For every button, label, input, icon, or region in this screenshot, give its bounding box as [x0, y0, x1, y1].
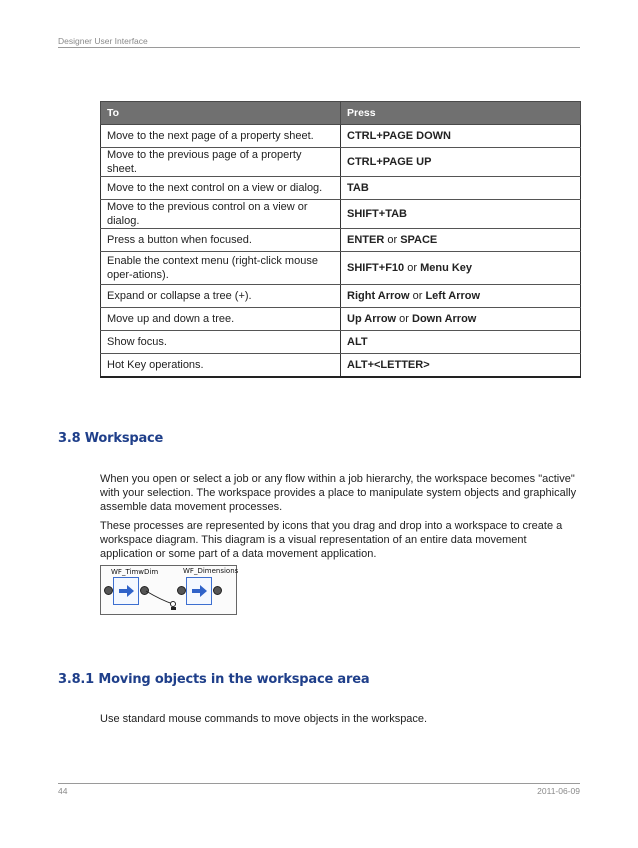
table-row	[101, 354, 581, 378]
column-header-to: To	[101, 102, 341, 125]
key-name: TAB	[347, 182, 369, 194]
output-port-icon	[213, 586, 222, 595]
keys-cell	[341, 331, 581, 354]
table-row	[101, 200, 581, 229]
key-name: ENTER	[347, 234, 385, 246]
key-conjunction: or	[396, 313, 412, 325]
page-date: 2011-06-09	[537, 786, 580, 796]
workflow-icon-left	[113, 577, 139, 605]
workspace-diagram-figure	[100, 565, 237, 615]
table-row	[101, 285, 581, 308]
table-header-row	[101, 102, 581, 125]
key-conjunction: or	[409, 290, 426, 302]
table-row	[101, 125, 581, 148]
workflow-icon-right	[186, 577, 212, 605]
table-row	[101, 177, 581, 200]
key-name: CTRL+PAGE UP	[347, 156, 432, 168]
keys-cell	[341, 200, 581, 229]
table-row	[101, 148, 581, 177]
running-header: Designer User Interface	[58, 36, 148, 46]
keys-cell	[341, 285, 581, 308]
key-name: SHIFT+TAB	[347, 208, 407, 220]
moving-objects-paragraph: Use standard mouse commands to move objects in the workspace.	[100, 713, 428, 725]
keys-cell	[341, 354, 581, 378]
flow-arrow-icon	[114, 578, 138, 604]
keys-cell	[341, 252, 581, 285]
flow-arrow-icon	[187, 578, 211, 604]
key-name: Right Arrow	[347, 290, 410, 302]
section-heading-workspace: 3.8 Workspace	[58, 431, 164, 446]
keys-cell	[341, 229, 581, 252]
action-cell: Move up and down a tree.	[101, 308, 341, 331]
action-cell: Move to the previous page of a property sheet.	[101, 148, 341, 177]
workspace-paragraph-1: When you open or select a job or any flow within a job hierarchy, the workspace becomes "active" with your selection. The workspace provides a place to manipulate system objects and graphically assemble data movement processes.	[100, 473, 577, 513]
page-number: 44	[58, 786, 68, 796]
key-name: Left Arrow	[425, 290, 481, 302]
action-cell: Hot Key operations.	[101, 354, 341, 378]
connection-line-icon	[141, 588, 181, 612]
key-name: ALT+<LETTER>	[347, 359, 430, 371]
key-name: ALT	[347, 336, 368, 348]
action-cell: Show focus.	[101, 331, 341, 354]
key-name: SHIFT+F10	[347, 262, 405, 274]
action-cell: Move to the next page of a property sheet.	[101, 125, 341, 148]
input-port-icon	[177, 586, 186, 595]
action-cell: Press a button when focused.	[101, 229, 341, 252]
action-cell: Enable the context menu (right-click mouse oper-ations).	[101, 252, 341, 285]
input-port-icon	[104, 586, 113, 595]
workspace-paragraph-2: These processes are represented by icons that you drag and drop into a workspace to create a workspace diagram. This diagram is a visual representation of an entire data movement application or some part of a data movement application.	[100, 520, 563, 560]
table-row	[101, 229, 581, 252]
table-row	[101, 308, 581, 331]
table-row	[101, 331, 581, 354]
key-conjunction: or	[404, 262, 421, 274]
key-conjunction: or	[384, 234, 401, 246]
header-rule	[58, 47, 580, 48]
keyboard-shortcut-table	[100, 101, 581, 378]
column-header-press: Press	[341, 102, 581, 125]
footer-rule	[58, 783, 580, 784]
action-cell: Move to the previous control on a view or dialog.	[101, 200, 341, 229]
keys-cell	[341, 125, 581, 148]
action-cell: Move to the next control on a view or dialog.	[101, 177, 341, 200]
key-name: Down Arrow	[412, 313, 477, 325]
key-name: CTRL+PAGE DOWN	[347, 130, 451, 142]
action-cell: Expand or collapse a tree (+).	[101, 285, 341, 308]
workflow-label-right: WF_Dimensions	[183, 567, 239, 575]
keys-cell	[341, 308, 581, 331]
keys-cell	[341, 148, 581, 177]
workflow-label-left: WF_TimwDim	[111, 568, 159, 576]
table-row	[101, 252, 581, 285]
key-name: SPACE	[400, 234, 438, 246]
section-heading-moving-objects: 3.8.1 Moving objects in the workspace area	[58, 672, 370, 687]
key-name: Up Arrow	[347, 313, 397, 325]
key-name: Menu Key	[420, 262, 473, 274]
keys-cell	[341, 177, 581, 200]
